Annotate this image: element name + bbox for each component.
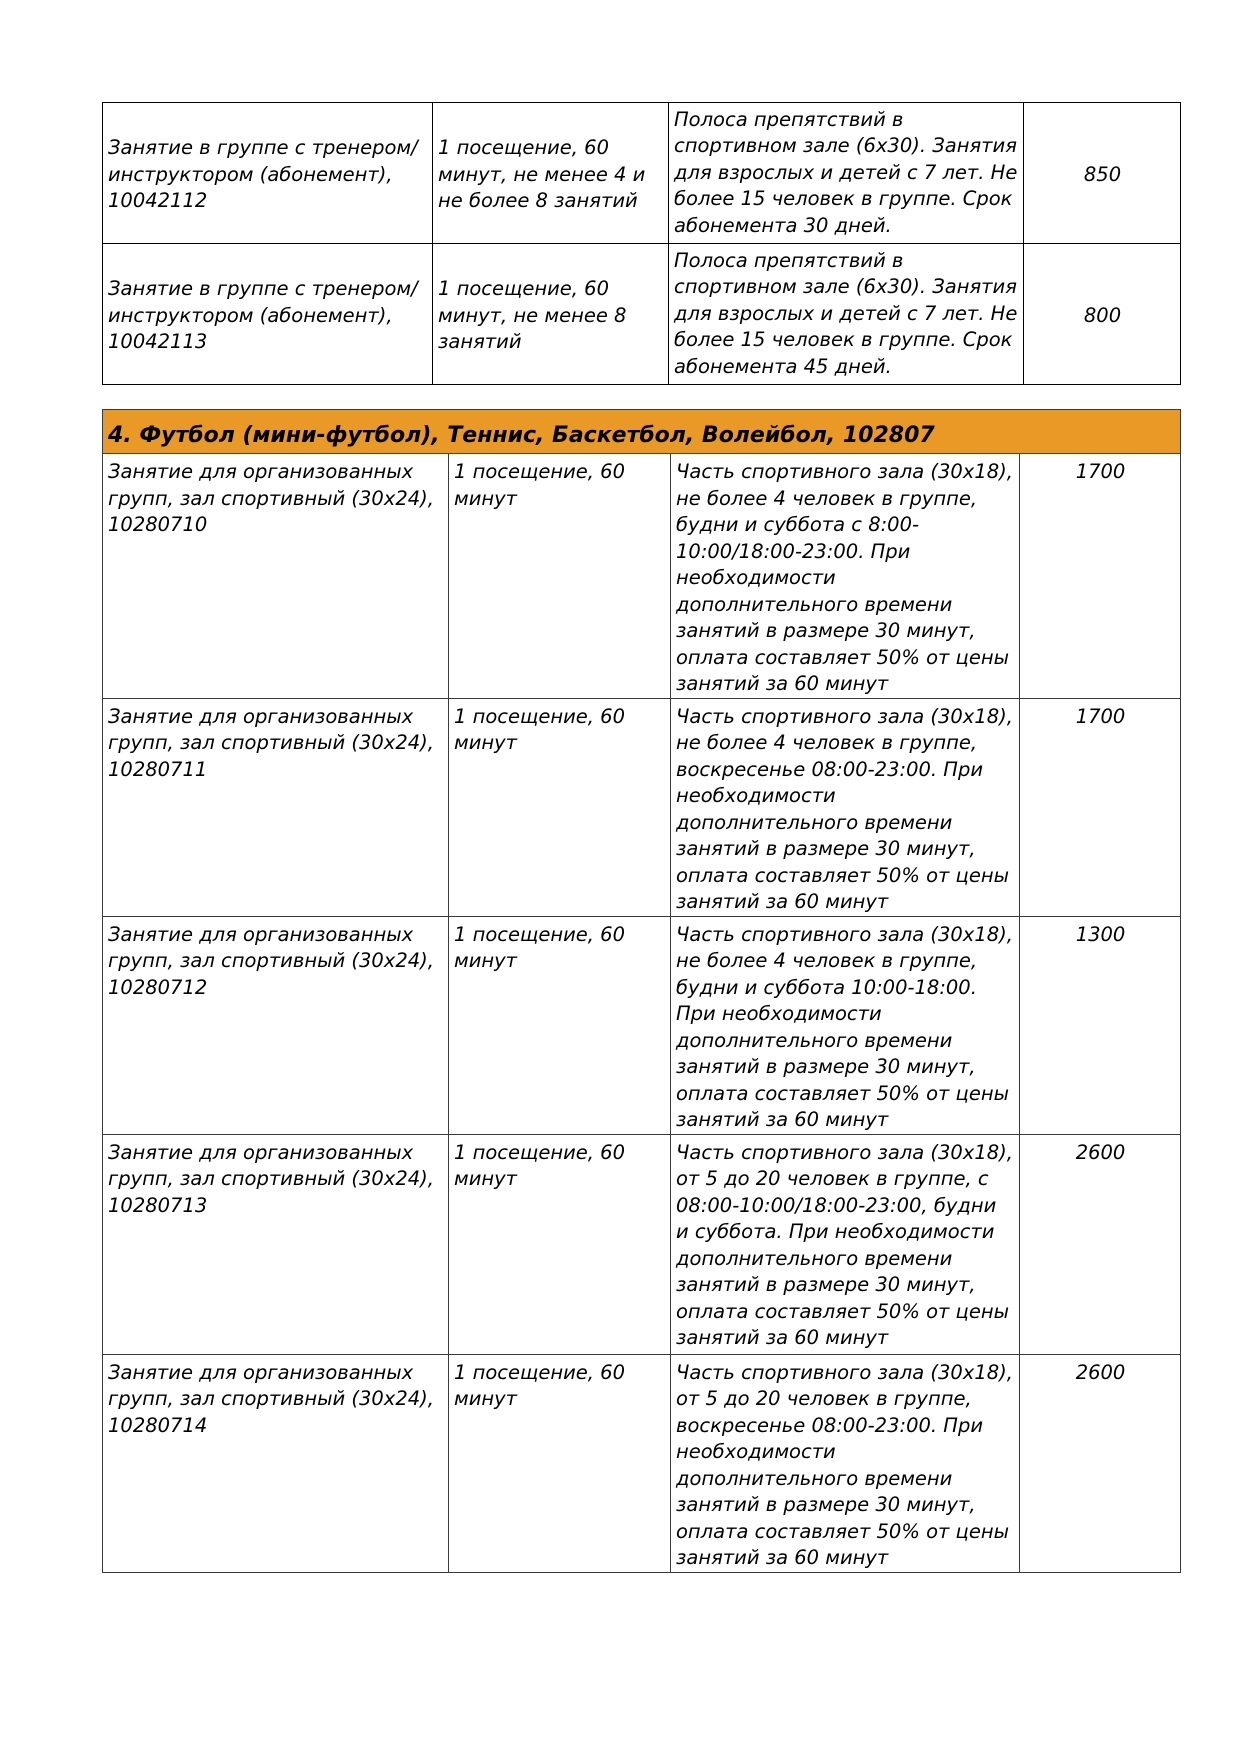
- service-name-cell: Занятие для организованных групп, зал спортивный (30х24), 10280712: [103, 916, 449, 1134]
- price-cell: 1700: [1020, 454, 1181, 699]
- visit-terms-cell: 1 посещение, 60 минут: [449, 916, 671, 1134]
- section-header-row: [103, 410, 1181, 454]
- description-cell: Часть спортивного зала (30х18), от 5 до 20 человек в группе, с 08:00-10:00/18:00-23:00, будни и суббота. При необходимости дополнительного времени занятий в размере 30 минут, оплата составляет 50% от цены занятий за 60 минут: [671, 1134, 1020, 1354]
- service-name-cell: Занятие для организованных групп, зал спортивный (30х24), 10280711: [103, 698, 449, 916]
- visit-terms-cell: 1 посещение, 60 минут: [449, 1354, 671, 1572]
- service-name-cell: Занятие для организованных групп, зал спортивный (30х24), 10280714: [103, 1354, 449, 1572]
- service-name-cell: Занятие для организованных групп, зал спортивный (30х24), 10280710: [103, 454, 449, 699]
- table-row: [103, 244, 1181, 385]
- table-row: [103, 1134, 1181, 1354]
- section-4-price-table: [102, 409, 1181, 1573]
- visit-terms-cell: 1 посещение, 60 минут: [449, 698, 671, 916]
- section-title: 4. Футбол (мини-футбол), Теннис, Баскетбол, Волейбол, 102807: [103, 410, 1181, 454]
- visit-terms-cell: 1 посещение, 60 минут: [449, 1134, 671, 1354]
- description-cell: Часть спортивного зала (30х18), не более 4 человек в группе, будни и суббота с 8:00-10:00/18:00-23:00. При необходимости дополнительного времени занятий в размере 30 минут, оплата составляет 50% от цены занятий за 60 минут: [671, 454, 1020, 699]
- table-row: [103, 698, 1181, 916]
- table-row: [103, 1354, 1181, 1572]
- price-cell: 2600: [1020, 1134, 1181, 1354]
- price-cell: 2600: [1020, 1354, 1181, 1572]
- description-cell: Полоса препятствий в спортивном зале (6х30). Занятия для взрослых и детей с 7 лет. Не более 15 человек в группе. Срок абонемента 45 дней.: [669, 244, 1024, 385]
- visit-terms-cell: 1 посещение, 60 минут: [449, 454, 671, 699]
- service-name-cell: Занятие для организованных групп, зал спортивный (30х24), 10280713: [103, 1134, 449, 1354]
- price-cell: 1300: [1020, 916, 1181, 1134]
- description-cell: Часть спортивного зала (30х18), от 5 до 20 человек в группе, воскресенье 08:00-23:00. При необходимости дополнительного времени занятий в размере 30 минут, оплата составляет 50% от цены занятий за 60 минут: [671, 1354, 1020, 1572]
- service-name-cell: Занятие в группе с тренером/инструктором (абонемент), 10042113: [103, 244, 433, 385]
- service-name-cell: Занятие в группе с тренером/инструктором (абонемент), 10042112: [103, 103, 433, 244]
- visit-terms-cell: 1 посещение, 60 минут, не менее 4 и не более 8 занятий: [433, 103, 669, 244]
- price-cell: 850: [1024, 103, 1181, 244]
- description-cell: Часть спортивного зала (30х18), не более 4 человек в группе, воскресенье 08:00-23:00. При необходимости дополнительного времени занятий в размере 30 минут, оплата составляет 50% от цены занятий за 60 минут: [671, 698, 1020, 916]
- table-row: [103, 103, 1181, 244]
- table-row: [103, 916, 1181, 1134]
- description-cell: Полоса препятствий в спортивном зале (6х30). Занятия для взрослых и детей с 7 лет. Не более 15 человек в группе. Срок абонемента 30 дней.: [669, 103, 1024, 244]
- visit-terms-cell: 1 посещение, 60 минут, не менее 8 занятий: [433, 244, 669, 385]
- price-cell: 1700: [1020, 698, 1181, 916]
- description-cell: Часть спортивного зала (30х18), не более 4 человек в группе, будни и суббота 10:00-18:00. При необходимости дополнительного времени занятий в размере 30 минут, оплата составляет 50% от цены занятий за 60 минут: [671, 916, 1020, 1134]
- table-row: [103, 454, 1181, 699]
- price-table-continuation: [102, 102, 1181, 385]
- price-cell: 800: [1024, 244, 1181, 385]
